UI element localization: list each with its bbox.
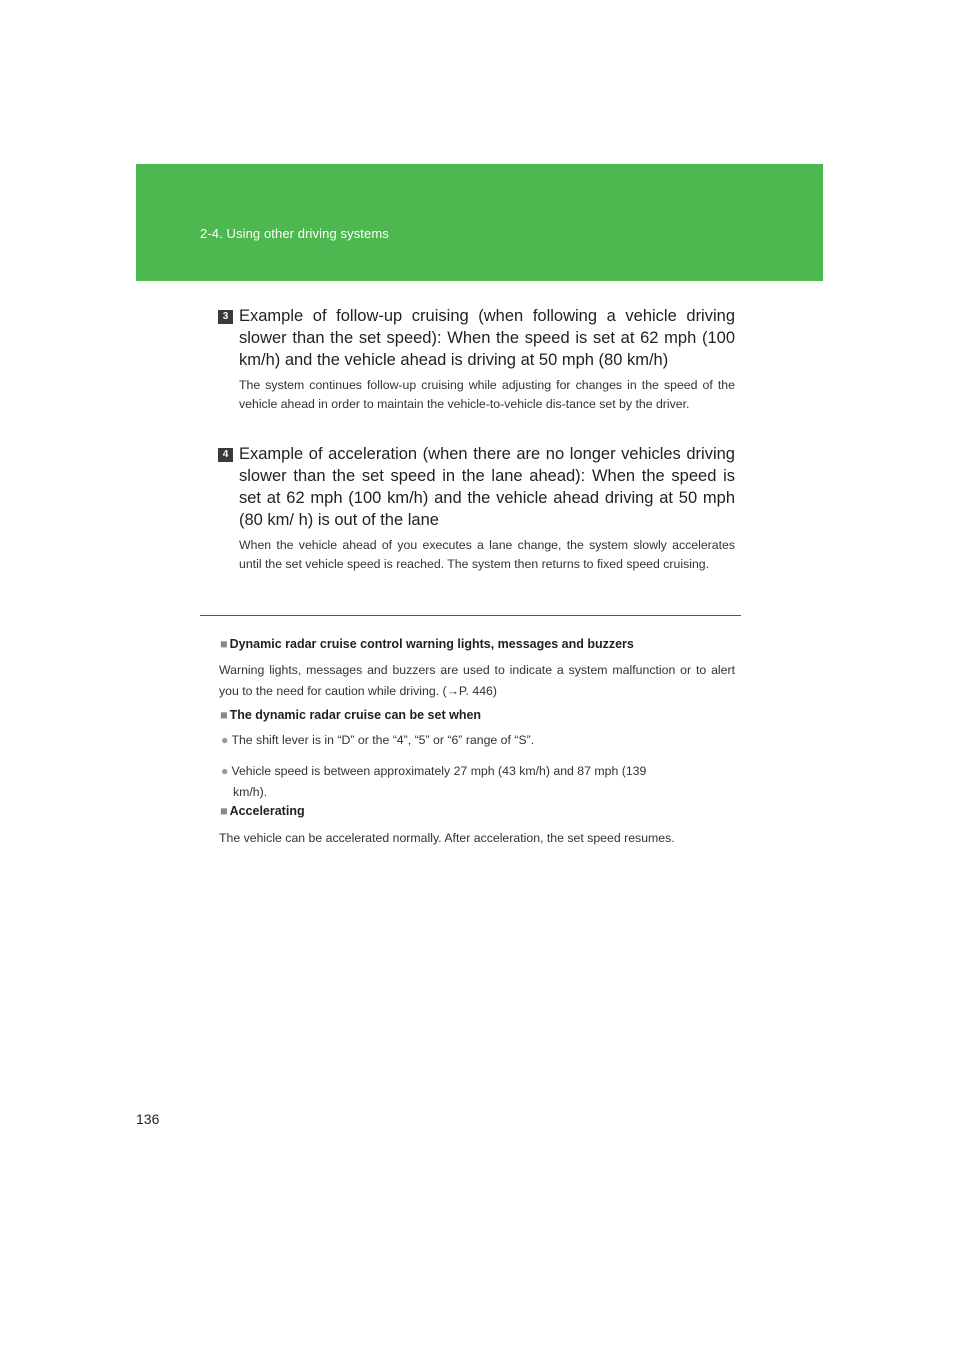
step-3-marker-icon: 3 [218, 310, 233, 324]
section-divider [200, 615, 741, 616]
square-bullet-icon: ■ [220, 637, 228, 651]
note-warning-text: Warning lights, messages and buzzers are used to indicate a system malfunction or to alert you to the need for caution while driving. (→P. 446) [219, 663, 735, 698]
note-warning-heading [220, 637, 740, 651]
step-4-marker-icon: 4 [218, 448, 233, 462]
example-3-heading: Example of follow-up cruising (when following a vehicle driving slower than the set speed): When the speed is set at 62 mph (100 km/h) and the vehicle ahead is driving at 50 mph (80 km/h) [239, 307, 735, 369]
bullet-vehicle-speed-continuation: km/h). [233, 785, 268, 799]
note-accelerating-heading-text: Accelerating [229, 804, 305, 818]
bullet-vehicle-speed-text: Vehicle speed is between approximately 27 mph (43 km/h) and 87 mph (139 [231, 764, 647, 778]
example-3-body: The system continues follow-up cruising while adjusting for changes in the speed of the vehicle ahead in order to maintain the vehicle-to-vehicle dis-tance set by the driver. [239, 378, 735, 411]
bullet-vehicle-speed [221, 761, 735, 803]
page-number: 136 [136, 1111, 160, 1127]
bullet-dot-icon: ● [221, 764, 229, 778]
note-accelerating-text: The vehicle can be accelerated normally. After acceleration, the set speed resumes. [219, 831, 675, 845]
bullet-dot-icon: ● [221, 733, 229, 747]
note-accelerating-heading [220, 804, 740, 818]
section-title: 2-4. Using other driving systems [200, 226, 389, 241]
square-bullet-icon: ■ [220, 804, 228, 818]
square-bullet-icon: ■ [220, 708, 228, 722]
bullet-shift-lever-text: The shift lever is in “D” or the “4”, “5” or “6” range of “S”. [231, 733, 535, 747]
note-can-be-set-heading-text: The dynamic radar cruise can be set when [229, 708, 482, 722]
bullet-shift-lever [221, 730, 735, 751]
section-header-band [136, 164, 823, 281]
example-4-heading: Example of acceleration (when there are no longer vehicles driving slower than the set speed in the lane ahead): When the speed is set at 62 mph (100 km/h) and the vehicle ahead driving at 50 mph (80 km/ h) is out of the lane [239, 445, 735, 529]
note-warning-heading-text: Dynamic radar cruise control warning lights, messages and buzzers [229, 637, 634, 651]
example-4-body: When the vehicle ahead of you executes a lane change, the system slowly accelerates until the set vehicle speed is reached. The system then returns to fixed speed cruising. [239, 538, 735, 571]
note-can-be-set-heading [220, 708, 740, 722]
